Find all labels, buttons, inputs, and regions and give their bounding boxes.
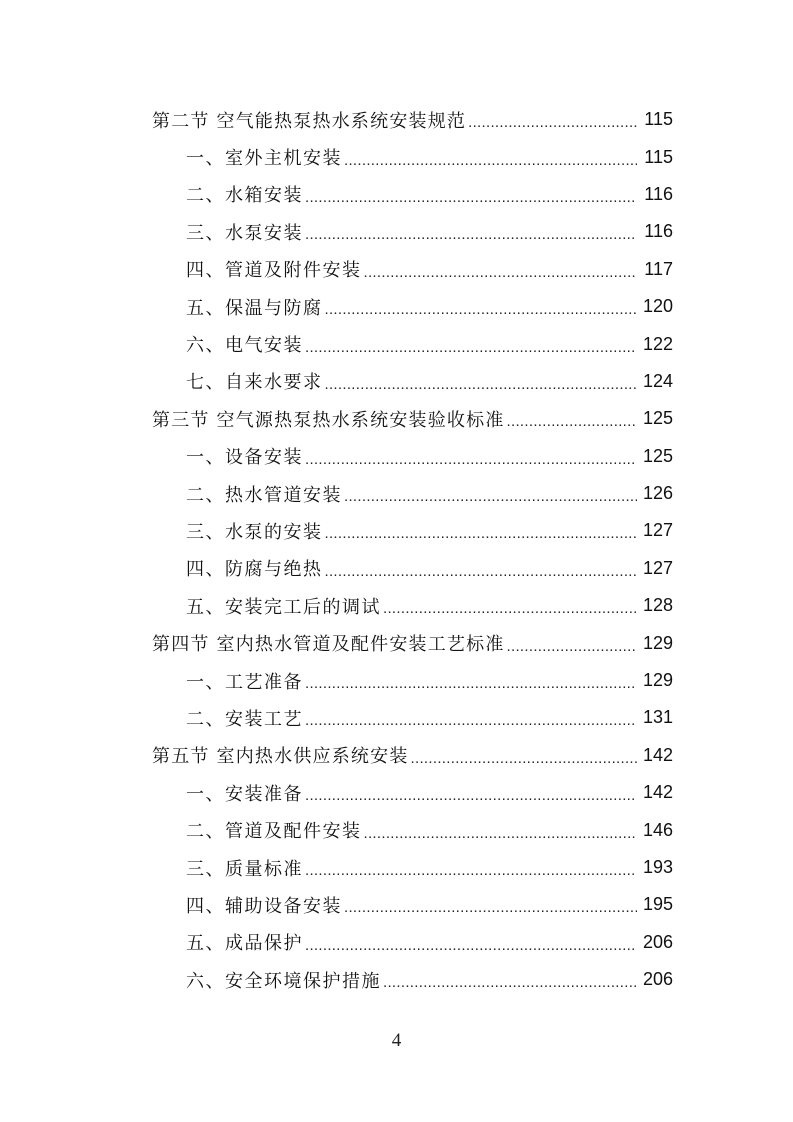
toc-entry-page: 146 <box>642 819 673 840</box>
toc-entry-page: 195 <box>642 894 673 915</box>
toc-entry-page: 125 <box>642 408 673 429</box>
toc-subsection-entry[interactable] <box>0 512 793 549</box>
toc-entry-page: 124 <box>642 370 673 391</box>
toc-subsection-entry[interactable] <box>0 550 793 587</box>
toc-entry-title: 四、防腐与绝热 <box>186 559 323 581</box>
toc-dot-leader <box>305 675 637 692</box>
toc-dot-leader <box>383 600 637 617</box>
table-of-contents <box>0 101 793 998</box>
toc-subsection-entry[interactable] <box>0 176 793 213</box>
toc-subsection-entry[interactable] <box>0 475 793 512</box>
toc-subsection-entry[interactable] <box>0 138 793 175</box>
toc-entry-page: 129 <box>642 670 673 691</box>
toc-entry-page: 120 <box>642 296 673 317</box>
toc-dot-leader <box>507 638 637 655</box>
toc-dot-leader <box>364 825 638 842</box>
toc-subsection-entry[interactable] <box>0 288 793 325</box>
toc-entry-page: 142 <box>642 782 673 803</box>
toc-entry-title: 三、水泵安装 <box>186 222 303 244</box>
toc-dot-leader <box>468 114 637 131</box>
toc-subsection-entry[interactable] <box>0 699 793 736</box>
toc-subsection-entry[interactable] <box>0 662 793 699</box>
toc-entry-page: 115 <box>644 146 673 167</box>
toc-entry-page: 206 <box>642 931 673 952</box>
toc-entry-title: 一、室外主机安装 <box>186 148 342 170</box>
toc-entry-page: 117 <box>644 258 673 279</box>
toc-entry-title: 五、保温与防腐 <box>186 297 323 319</box>
toc-entry-page: 131 <box>642 707 673 728</box>
toc-subsection-entry[interactable] <box>0 961 793 998</box>
toc-dot-leader <box>344 152 637 169</box>
toc-entry-title: 三、水泵的安装 <box>186 521 323 543</box>
toc-entry-title: 三、质量标准 <box>186 858 303 880</box>
toc-dot-leader <box>325 301 638 318</box>
toc-section-entry[interactable] <box>0 737 793 774</box>
toc-dot-leader <box>305 937 637 954</box>
toc-entry-page: 128 <box>642 595 673 616</box>
toc-subsection-entry[interactable] <box>0 587 793 624</box>
toc-entry-title: 二、管道及配件安装 <box>186 821 362 843</box>
toc-dot-leader <box>344 899 637 916</box>
toc-dot-leader <box>325 525 638 542</box>
toc-subsection-entry[interactable] <box>0 849 793 886</box>
toc-entry-page: 193 <box>642 857 673 877</box>
page-number: 4 <box>391 1030 402 1051</box>
toc-entry-page: 125 <box>642 445 673 466</box>
toc-section-entry[interactable] <box>0 101 793 138</box>
toc-dot-leader <box>305 226 637 243</box>
toc-entry-page: 127 <box>642 557 673 578</box>
toc-dot-leader <box>383 974 637 991</box>
toc-subsection-entry[interactable] <box>0 251 793 288</box>
toc-entry-title: 第四节 室内热水管道及配件安装工艺标准 <box>152 634 505 656</box>
toc-dot-leader <box>305 451 637 468</box>
toc-section-entry[interactable] <box>0 400 793 437</box>
toc-subsection-entry[interactable] <box>0 363 793 400</box>
toc-entry-title: 第五节 室内热水供应系统安装 <box>152 746 409 768</box>
toc-subsection-entry[interactable] <box>0 774 793 811</box>
toc-entry-page: 126 <box>642 483 673 504</box>
toc-subsection-entry[interactable] <box>0 924 793 961</box>
toc-entry-title: 一、设备安装 <box>186 447 303 469</box>
toc-entry-title: 第三节 空气源热泵热水系统安装验收标准 <box>152 409 505 431</box>
toc-entry-title: 一、工艺准备 <box>186 671 303 693</box>
toc-entry-title: 一、安装准备 <box>186 783 303 805</box>
toc-entry-title: 四、辅助设备安装 <box>186 895 342 917</box>
toc-entry-page: 206 <box>642 969 673 990</box>
toc-dot-leader <box>305 189 637 206</box>
toc-dot-leader <box>305 787 637 804</box>
toc-entry-title: 五、安装完工后的调试 <box>186 596 381 618</box>
toc-dot-leader <box>325 376 638 393</box>
toc-entry-title: 二、热水管道安装 <box>186 484 342 506</box>
toc-entry-page: 116 <box>644 221 673 242</box>
toc-entry-page: 116 <box>644 183 673 204</box>
toc-dot-leader <box>305 712 637 729</box>
toc-entry-title: 七、自来水要求 <box>186 372 323 394</box>
toc-subsection-entry[interactable] <box>0 438 793 475</box>
toc-entry-page: 127 <box>642 520 673 541</box>
toc-subsection-entry[interactable] <box>0 213 793 250</box>
toc-entry-title: 二、水箱安装 <box>186 185 303 207</box>
toc-dot-leader <box>344 488 637 505</box>
toc-entry-page: 122 <box>642 333 673 354</box>
toc-dot-leader <box>305 862 637 879</box>
toc-entry-title: 四、管道及附件安装 <box>186 260 362 282</box>
toc-entry-title: 五、成品保护 <box>186 933 303 955</box>
toc-section-entry[interactable] <box>0 624 793 661</box>
toc-dot-leader <box>411 750 637 767</box>
toc-dot-leader <box>305 339 637 356</box>
toc-entry-page: 115 <box>644 109 673 130</box>
toc-entry-page: 129 <box>642 632 673 653</box>
toc-entry-page: 142 <box>642 744 673 765</box>
toc-entry-title: 六、电气安装 <box>186 335 303 357</box>
toc-subsection-entry[interactable] <box>0 811 793 848</box>
toc-dot-leader <box>325 563 638 580</box>
toc-entry-title: 二、安装工艺 <box>186 708 303 730</box>
toc-subsection-entry[interactable] <box>0 325 793 362</box>
toc-dot-leader <box>364 264 638 281</box>
toc-dot-leader <box>507 413 637 430</box>
toc-subsection-entry[interactable] <box>0 886 793 923</box>
toc-entry-title: 六、安全环境保护措施 <box>186 970 381 992</box>
toc-entry-title: 第二节 空气能热泵热水系统安装规范 <box>152 110 467 132</box>
